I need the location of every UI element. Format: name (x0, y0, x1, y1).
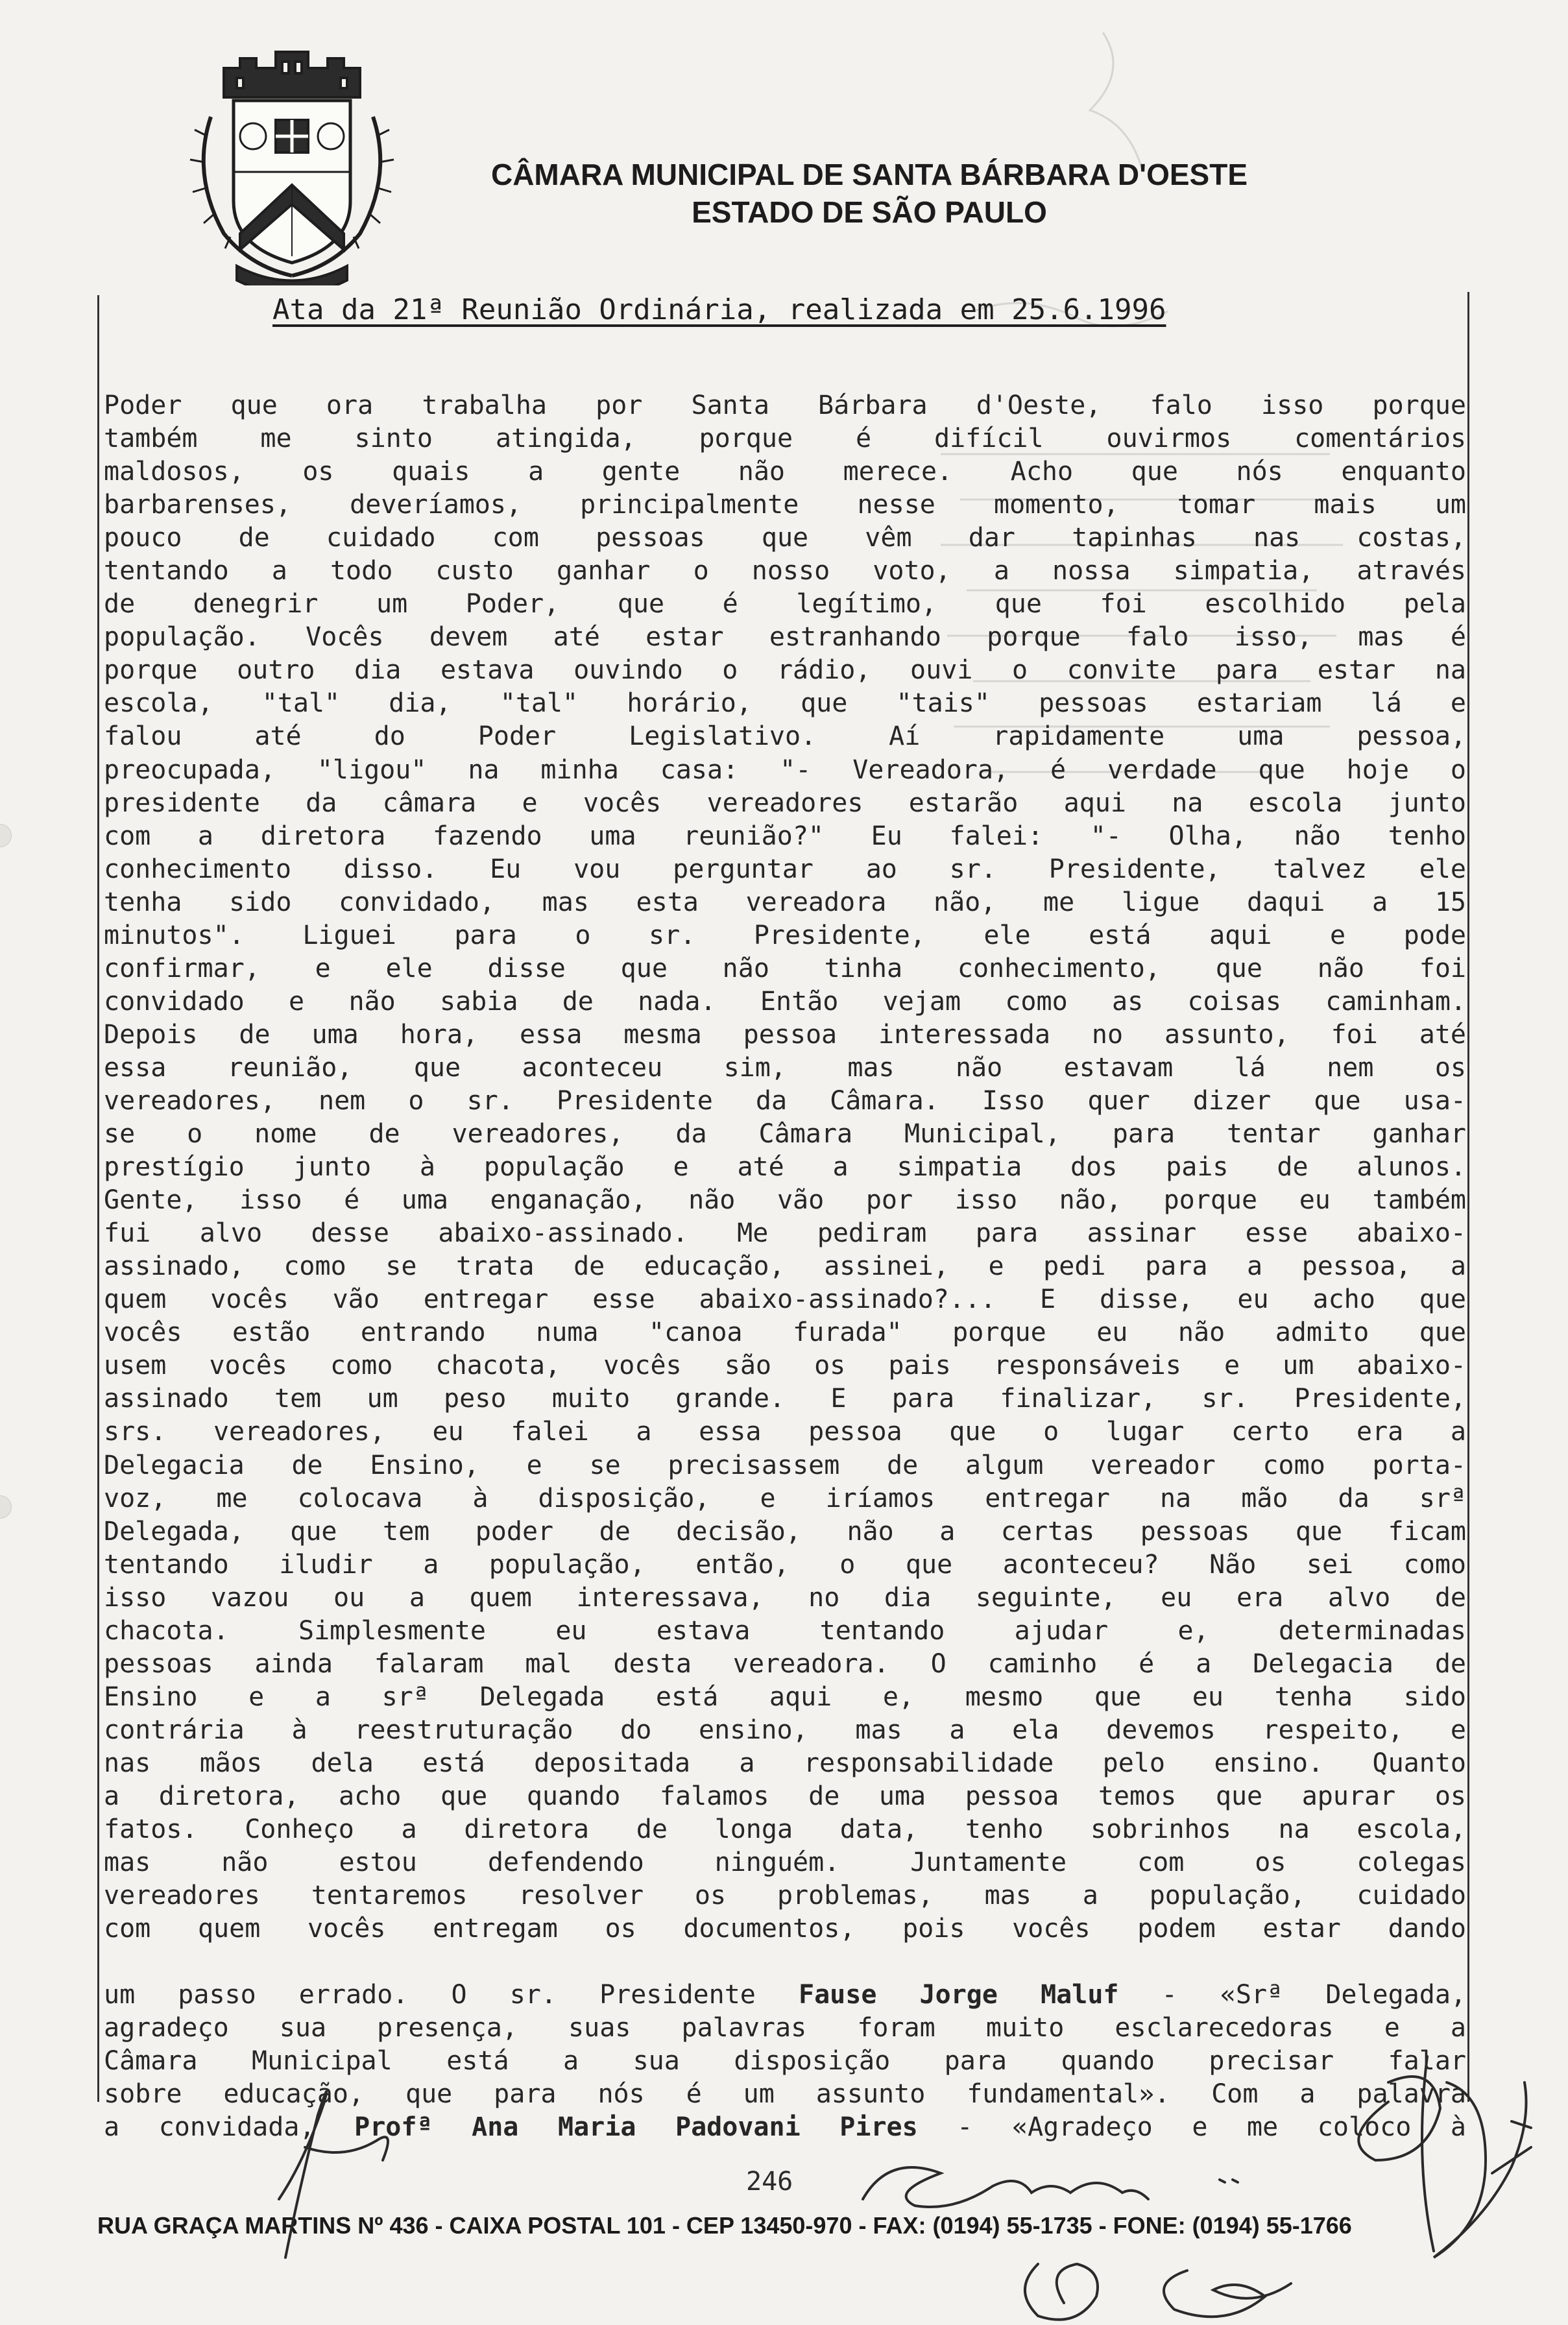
text-line: também me sinto atingida, porque é difícil ouvirmos comentários (104, 424, 1466, 454)
text-line: minutos". Liguei para o sr. Presidente, ele está aqui e pode (104, 920, 1466, 950)
text-line: isso vazou ou a quem interessava, no dia seguinte, eu era alvo de (104, 1582, 1466, 1613)
text-line: Ensino e a srª Delegada está aqui e, mesmo que eu tenha sido (104, 1681, 1466, 1712)
text-line: com quem vocês entregam os documentos, pois vocês podem estar dando (104, 1914, 1466, 1944)
text-fragment: - «Srª Delegada, (1118, 1980, 1466, 2010)
text-line: conhecimento disso. Eu vou perguntar ao sr. Presidente, talvez ele (104, 854, 1466, 884)
text-line: preocupada, "ligou" na minha casa: "- Vereadora, é verdade que hoje o (104, 754, 1466, 785)
text-line: usem vocês como chacota, vocês são os pais responsáveis e um abaixo- (104, 1351, 1466, 1381)
text-line: Poder que ora trabalha por Santa Bárbara d'Oeste, falo isso porque (104, 391, 1466, 420)
text-line: contrária à reestruturação do ensino, mas a ela devemos respeito, e (104, 1715, 1466, 1745)
text-line-speaker-guest (104, 2111, 1466, 2144)
text-line: Delegacia de Ensino, e se precisassem de algum vereador como porta- (104, 1450, 1466, 1480)
text-line: essa reunião, que aconteceu sim, mas não estavam lá nem os (104, 1052, 1466, 1083)
punch-hole (0, 1495, 12, 1519)
text-line: vocês estão entrando numa "canoa furada" porque eu não admito que (104, 1318, 1466, 1348)
speaker-name-guest: Profª Ana Maria Padovani Pires (354, 2112, 918, 2143)
text-line: a diretora, acho que quando falamos de uma pessoa temos que apurar os (104, 1781, 1466, 1811)
text-line: Câmara Municipal está a sua disposição para quando precisar falar (104, 2046, 1466, 2077)
text-line: Gente, isso é uma enganação, não vão por isso não, porque eu também (104, 1185, 1466, 1216)
signature-center (863, 2167, 1238, 2207)
speaker-name-president: Fause Jorge Maluf (799, 1980, 1119, 2010)
text-line: população. Vocês devem até estar estranhando porque falo isso, mas é (104, 622, 1466, 653)
text-line: se o nome de vereadores, da Câmara Municipal, para tentar ganhar (104, 1119, 1466, 1150)
text-line: tentando a todo custo ganhar o nosso voto, a nossa simpatia, através (104, 556, 1466, 586)
text-line: convidado e não sabia de nada. Então vejam como as coisas caminham. (104, 986, 1466, 1017)
right-margin-rule (1467, 292, 1469, 2102)
text-line: pessoas ainda falaram mal desta vereadora. O caminho é a Delegacia de (104, 1648, 1466, 1679)
text-line: prestígio junto à população e até a simpatia dos pais de alunos. (104, 1152, 1466, 1183)
text-line: escola, "tal" dia, "tal" horário, que "tais" pessoas estariam lá e (104, 688, 1466, 719)
text-line: confirmar, e ele disse que não tinha conhecimento, que não foi (104, 953, 1466, 983)
text-line: barbarenses, deveríamos, principalmente nesse momento, tomar mais um (104, 490, 1466, 520)
minutes-body (104, 389, 1466, 2144)
text-line: com a diretora fazendo uma reunião?" Eu falei: "- Olha, não tenho (104, 821, 1466, 851)
text-line: srs. vereadores, eu falei a essa pessoa que o lugar certo era a (104, 1417, 1466, 1447)
punch-hole (0, 824, 12, 847)
text-line: pouco de cuidado com pessoas que vêm dar tapinhas nas costas, (104, 523, 1466, 553)
signature-bottom-1 (1025, 2264, 1098, 2320)
text-line: presidente da câmara e vocês vereadores estarão aqui na escola junto (104, 788, 1466, 818)
text-line: nas mãos dela está depositada a responsabilidade pelo ensino. Quanto (104, 1748, 1466, 1778)
text-line: vereadores tentaremos resolver os problemas, mas a população, cuidado (104, 1881, 1466, 1911)
text-line: voz, me colocava à disposição, e iríamos entregar na mão da srª (104, 1483, 1466, 1513)
text-line: assinado, como se trata de educação, assinei, e pedi para a pessoa, a (104, 1251, 1466, 1282)
left-margin-rule (97, 295, 99, 2102)
signature-bottom-2 (1164, 2271, 1291, 2317)
text-line: mas não estou defendendo ninguém. Juntamente com os colegas (104, 1848, 1466, 1878)
text-line: fatos. Conheço a diretora de longa data, tenho sobrinhos na escola, (104, 1814, 1466, 1845)
letterhead-footer-address: RUA GRAÇA MARTINS Nº 436 - CAIXA POSTAL 101 - CEP 13450-970 - FAX: (0194) 55-1735 - FONE: (0194) 55-1766 (97, 2212, 1352, 2239)
page-number: 246 (746, 2167, 793, 2197)
text-line: chacota. Simplesmente eu estava tentando ajudar e, determinadas (104, 1615, 1466, 1646)
text-line-speaker-president (104, 1979, 1466, 2012)
text-line: maldosos, os quais a gente não merece. Acho que nós enquanto (104, 457, 1466, 487)
letterhead-title (467, 156, 1272, 231)
text-fragment: - «Agradeço e me coloco à (917, 2112, 1466, 2143)
text-line (104, 1946, 1466, 1979)
text-fragment: a convidada, (104, 2112, 355, 2143)
text-line: sobre educação, que para nós é um assunto fundamental». Com a palavra (104, 2079, 1466, 2110)
text-line: tenha sido convidado, mas esta vereadora não, me ligue daqui a 15 (104, 887, 1466, 917)
minutes-title: Ata da 21ª Reunião Ordinária, realizada em 25.6.1996 (272, 293, 1166, 326)
text-line: Depois de uma hora, essa mesma pessoa interessada no assunto, foi até (104, 1019, 1466, 1050)
institution-name: CÂMARA MUNICIPAL DE SANTA BÁRBARA D'OESTE (490, 158, 1248, 191)
municipal-coat-of-arms (185, 39, 399, 285)
text-line: fui alvo desse abaixo-assinado. Me pediram para assinar esse abaixo- (104, 1218, 1466, 1249)
state-name: ESTADO DE SÃO PAULO (692, 195, 1047, 229)
text-fragment: um passo errado. O sr. Presidente (104, 1980, 799, 2010)
text-line: falou até do Poder Legislativo. Aí rapidamente uma pessoa, (104, 721, 1466, 752)
text-line: quem vocês vão entregar esse abaixo-assinado?... E disse, eu acho que (104, 1284, 1466, 1315)
text-line: assinado tem um peso muito grande. E para finalizar, sr. Presidente, (104, 1384, 1466, 1414)
text-line: de denegrir um Poder, que é legítimo, que foi escolhido pela (104, 589, 1466, 620)
text-line: porque outro dia estava ouvindo o rádio, ouvi o convite para estar na (104, 655, 1466, 686)
text-line: Delegada, que tem poder de decisão, não a certas pessoas que ficam (104, 1516, 1466, 1547)
text-line: agradeço sua presença, suas palavras foram muito esclarecedoras e a (104, 2013, 1466, 2043)
text-line: vereadores, nem o sr. Presidente da Câmara. Isso quer dizer que usa- (104, 1085, 1466, 1116)
text-line: tentando iludir a população, então, o que aconteceu? Não sei como (104, 1549, 1466, 1580)
